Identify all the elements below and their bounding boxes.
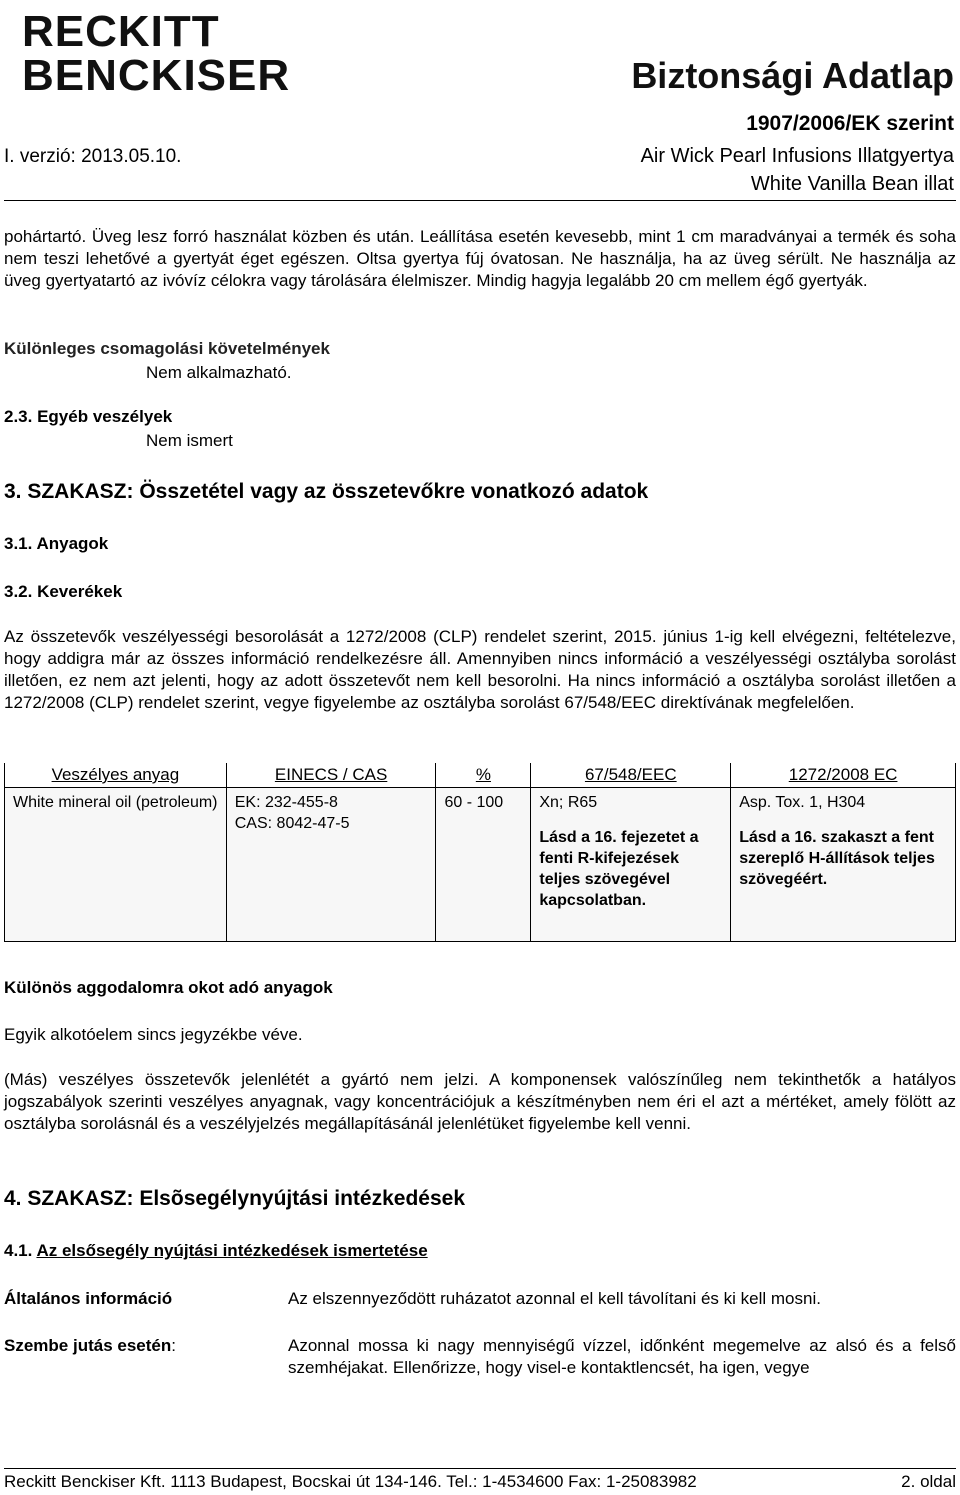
section-4-1-title: Az elsősegély nyújtási intézkedések ismertetése — [36, 1241, 428, 1260]
product-line-2: White Vanilla Bean illat — [750, 173, 954, 195]
document-title: Biztonsági Adatlap — [631, 55, 954, 96]
section-4-1-heading — [4, 1240, 428, 1262]
eye-contact-text: Azonnal mossa ki nagy mennyiségű vízzel, időnként megemelve az alsó és a felső szemhéjakat. Ellenőrizze, hogy visel-e kontaktlencsét, ha igen, vegye — [288, 1336, 956, 1377]
special-packaging-heading: Különleges csomagolási követelmények — [4, 339, 330, 358]
clp-cell — [731, 788, 956, 942]
hazardous-substances-table — [4, 763, 956, 942]
page-footer — [4, 1472, 956, 1492]
section-3-2-heading: 3.2. Keverékek — [4, 582, 123, 601]
regulation-label: 1907/2006/EK szerint — [746, 112, 954, 135]
intro-paragraph: pohártartó. Üveg lesz forró használat közben és után. Leállítása esetén kevesebb, mint 1 cm maradványai a termék és soha nem teszi lehetővé a gyertyát éget egészen. Oltsa gyertya fúj óvatosan. Ne használja, ha az üveg sérült. Ne használja az üveg gyertyatartó az ivóvíz célokra vagy tárolására élelmiszer. Mindig hagyja legalább 20 cm mellem égő gyertyák. — [4, 227, 956, 290]
footer-divider — [4, 1468, 956, 1469]
concern-heading: Különös aggodalomra okot adó anyagok — [4, 978, 333, 997]
footer-company: Reckitt Benckiser Kft. 1113 Budapest, Bocskai út 134-146. Tel.: 1-4534600 Fax: 1-25083982 — [4, 1472, 697, 1491]
product-name — [641, 142, 954, 198]
logo-line-1: RECKITT — [22, 7, 220, 56]
section-3-heading: 3. SZAKASZ: Összetétel vagy az összetevőkre vonatkozó adatok — [4, 480, 649, 503]
table-header-cell: 1272/2008 EC — [731, 763, 956, 788]
product-line-1: Air Wick Pearl Infusions Illatgyertya — [640, 145, 954, 167]
other-hazards-value: Nem ismert — [146, 431, 233, 450]
concern-paragraph: (Más) veszélyes összetevők jelenlétét a gyártó nem jelzi. A komponensek valószínűleg nem tekinthetők a hatályos jogszabályok szerinti veszélyes anyagnak, vagy koncentrációjuk a készítményben nem éri el azt a mértéket, amely fölött az osztályba sorolásnál és a veszélyjelzés megállapításánál jelenlétüket figyelembe kell venni. — [4, 1070, 956, 1133]
other-hazards-heading: 2.3. Egyéb veszélyek — [4, 407, 173, 426]
logo-line-2: BENCKISER — [22, 51, 291, 100]
eec-note: Lásd a 16. fejezetet a fenti R-kifejezések teljes szövegével kapcsolatban. — [539, 829, 699, 909]
eye-contact-label-bold: Szembe jutás esetén — [4, 1336, 172, 1355]
table-header-row — [5, 763, 956, 788]
clp-note: Lásd a 16. szakaszt a fent szereplő H-állítások teljes szövegéért. — [739, 829, 935, 888]
version-label: I. verzió: 2013.05.10. — [4, 146, 182, 167]
section-4-1-number: 4.1. — [4, 1241, 33, 1260]
section-3-1-heading: 3.1. Anyagok — [4, 534, 109, 553]
table-header-cell: % — [436, 763, 531, 788]
ek-number: EK: 232-455-8 — [234, 794, 338, 811]
table-row — [5, 788, 956, 942]
eec-cell — [531, 788, 731, 942]
table-header-cell: Veszélyes anyag — [5, 763, 227, 788]
cas-number: CAS: 8042-47-5 — [234, 815, 350, 832]
page-number: 2. oldal — [901, 1472, 956, 1491]
table-header-cell: EINECS / CAS — [226, 763, 436, 788]
table-header-cell: 67/548/EEC — [531, 763, 731, 788]
substance-cell: White mineral oil (petroleum) — [5, 788, 227, 942]
section-4-heading: 4. SZAKASZ: Elsõsegélynyújtási intézkedések — [4, 1187, 465, 1210]
company-logo — [22, 7, 292, 100]
eec-classification: Xn; R65 — [539, 794, 598, 811]
concern-line: Egyik alkotóelem sincs jegyzékbe véve. — [4, 1025, 303, 1044]
clp-classification: Asp. Tox. 1, H304 — [739, 794, 866, 811]
percent-cell: 60 - 100 — [436, 788, 531, 942]
eye-contact-label — [4, 1335, 176, 1357]
classification-paragraph: Az összetevők veszélyességi besorolását a 1272/2008 (CLP) rendelet szerint, 2015. június 1-ig kell elvégezni, feltételezve, hogy addigra már az összes információ rendelkezésre áll. Amennyiben nincs információ a veszélyességi osztályba sorolást illetően, ez nem azt jelenti, hogy az adott összetevőt nem kell besorolni. Ha nincs információ a osztályba sorolást illetően a 1272/2008 (CLP) rendelet szerint, vegye figyelembe az osztályba sorolást 67/548/EEC direktívának megfelelően. — [4, 627, 956, 712]
general-info-text: Az elszennyeződött ruházatot azonnal el kell távolítani és ki kell mosni. — [288, 1289, 821, 1308]
identifier-cell — [226, 788, 436, 942]
special-packaging-value: Nem alkalmazható. — [146, 363, 292, 382]
header-divider — [4, 200, 956, 201]
eye-contact-label-colon: : — [171, 1336, 176, 1355]
general-info-label: Általános információ — [4, 1289, 173, 1308]
